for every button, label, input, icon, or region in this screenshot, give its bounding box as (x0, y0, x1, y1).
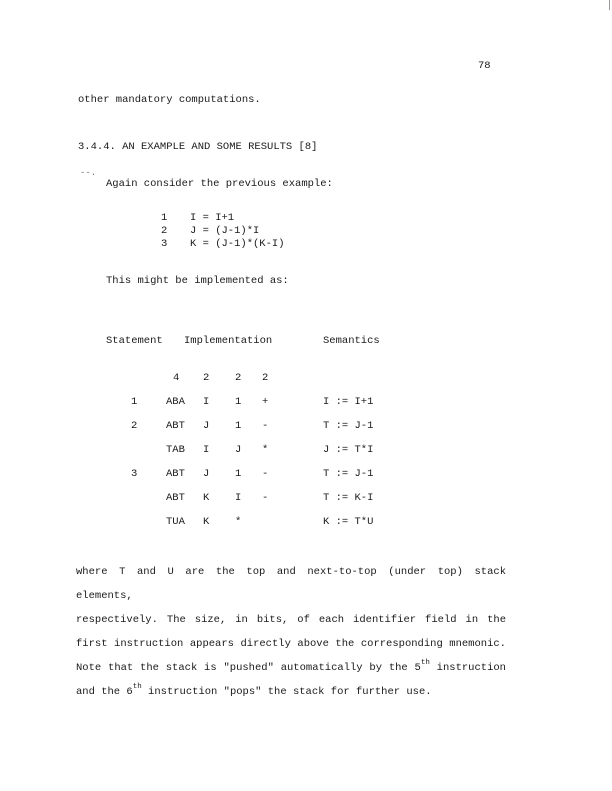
field-3: * (262, 444, 269, 456)
semantics: T := J-1 (323, 420, 374, 432)
bits-value: 4 (173, 372, 180, 384)
field-2: 1 (235, 396, 242, 408)
bits-row (0, 372, 612, 386)
semantics: I := I+1 (323, 396, 374, 408)
intro-sentence: Again consider the previous example: (106, 178, 333, 190)
field-2: 1 (235, 468, 242, 480)
paragraph-line: first instruction appears directly above the corresponding mnemonic. (76, 638, 506, 650)
code-line (161, 225, 285, 238)
page-number: 78 (478, 60, 491, 72)
field-2: * (235, 516, 242, 528)
line-text: instruction (429, 662, 506, 674)
page-edge-mark (609, 0, 610, 10)
line-number: 2 (161, 225, 168, 237)
mnemonic: TAB (166, 444, 185, 456)
statement-number: 1 (131, 396, 138, 408)
implementation-intro: This might be implemented as: (106, 275, 289, 287)
code-statement: J = (J-1)*I (190, 225, 260, 237)
superscript: th (420, 659, 430, 667)
table-row (0, 516, 612, 530)
paragraph-line: respectively. The size, in bits, of each identifier field in the (76, 614, 506, 626)
semantics: T := J-1 (323, 468, 374, 480)
continued-text: other mandatory computations. (78, 94, 261, 106)
semantics: J := T*I (323, 444, 374, 456)
code-statement: K = (J-1)*(K-I) (190, 238, 285, 250)
field-1: I (203, 396, 210, 408)
table-row (0, 396, 612, 410)
table-row (0, 468, 612, 482)
superscript: th (132, 683, 142, 691)
explanation-paragraph (76, 560, 506, 704)
line-number: 1 (161, 212, 168, 224)
field-1: J (203, 420, 210, 432)
mnemonic: ABA (166, 396, 185, 408)
field-2: I (235, 492, 242, 504)
field-1: I (203, 444, 210, 456)
column-header-statement: Statement (106, 335, 163, 347)
field-3: - (262, 420, 269, 432)
table-row (0, 444, 612, 458)
line-text: and the 6 (76, 686, 133, 698)
line-text: Note that the stack is "pushed" automatically by the 5 (76, 662, 421, 674)
field-2: J (235, 444, 242, 456)
table-row (0, 492, 612, 506)
statement-number: 3 (131, 468, 138, 480)
code-example (161, 212, 285, 251)
line-text: instruction "pops" the stack for further use. (141, 686, 432, 698)
paragraph-line: where T and U are the top and next-to-top (under top) stack elements, (76, 566, 506, 602)
field-3: - (262, 468, 269, 480)
field-3: - (262, 492, 269, 504)
paragraph-line (76, 656, 506, 680)
field-1: K (203, 492, 210, 504)
section-heading: 3.4.4. AN EXAMPLE AND SOME RESULTS [8] (78, 141, 318, 153)
field-1: J (203, 468, 210, 480)
semantics: K := T*U (323, 516, 374, 528)
semantics: T := K-I (323, 492, 374, 504)
column-header-semantics: Semantics (323, 335, 380, 347)
mnemonic: TUA (166, 516, 185, 528)
code-statement: I = I+1 (190, 212, 235, 224)
field-2: 1 (235, 420, 242, 432)
field-3: + (262, 396, 269, 408)
code-line (161, 212, 285, 225)
bits-value: 2 (203, 372, 210, 384)
paragraph-line (76, 680, 506, 704)
column-header-implementation: Implementation (184, 335, 273, 347)
stray-mark: --. (80, 168, 97, 178)
mnemonic: ABT (166, 468, 185, 480)
mnemonic: ABT (166, 492, 185, 504)
line-number: 3 (161, 238, 168, 250)
table-row (0, 420, 612, 434)
code-line (161, 238, 285, 251)
bits-value: 2 (262, 372, 269, 384)
bits-value: 2 (235, 372, 242, 384)
statement-number: 2 (131, 420, 138, 432)
field-1: K (203, 516, 210, 528)
mnemonic: ABT (166, 420, 185, 432)
